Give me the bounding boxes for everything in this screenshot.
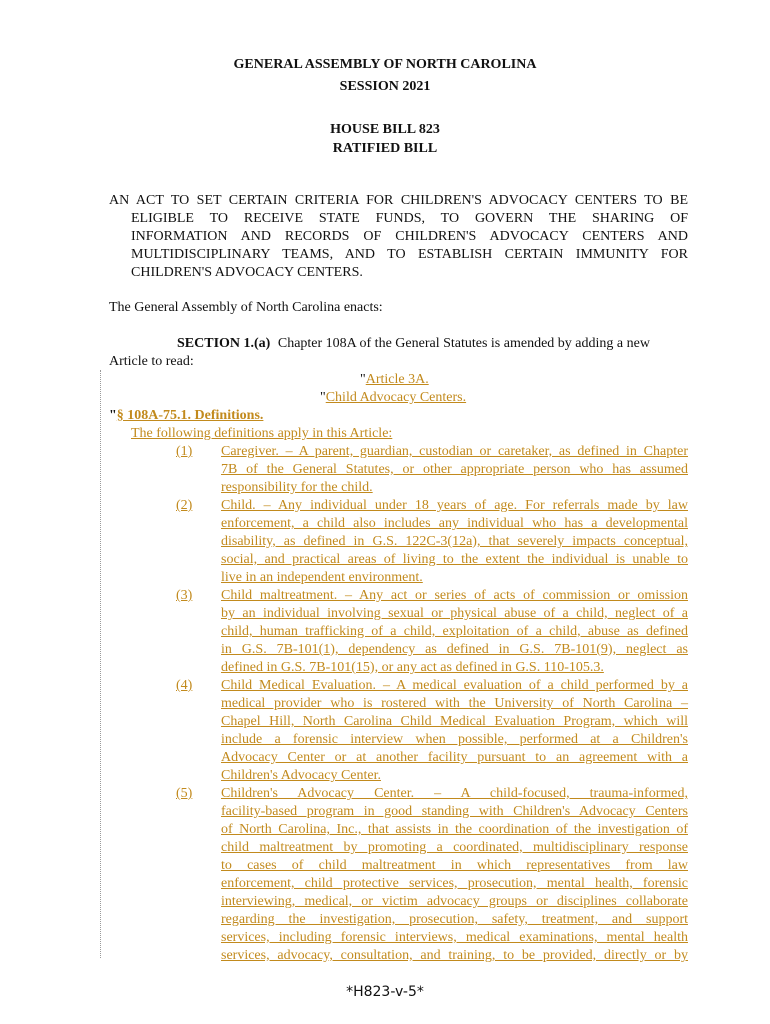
- definition-line: defined in G.S. 7B-101(15), or any act as defined in G.S. 110-105.3.: [221, 660, 604, 675]
- article-title: [320, 389, 466, 407]
- definition-line: regarding the investigation, prosecution, safety, treatment, and support: [221, 912, 688, 927]
- definition-line: in G.S. 7B-101(1), dependency as defined in G.S. 7B-101(9), neglect as: [221, 642, 688, 657]
- article-title-text: Child Advocacy Centers.: [325, 390, 467, 405]
- definition-line: responsibility for the child.: [221, 480, 373, 495]
- change-bar: [100, 370, 101, 958]
- act-title-line: CHILDREN'S ADVOCACY CENTERS.: [131, 265, 363, 280]
- section-text: Chapter 108A of the General Statutes is amended by adding a new: [277, 336, 650, 351]
- definition-line: Caregiver. – A parent, guardian, custodian or caretaker, as defined in Chapter: [221, 444, 688, 459]
- bill-number: HOUSE BILL 823: [330, 122, 440, 137]
- definition-child-medical-evaluation: [221, 677, 688, 785]
- definition-child: [221, 497, 688, 587]
- definition-line: by an individual involving sexual or physical abuse of a child, neglect of a: [221, 606, 688, 621]
- definition-line: facility-based program in good standing with Children's Advocacy Centers: [221, 804, 688, 819]
- definition-line: Child Medical Evaluation. – A medical evaluation of a child performed by a: [221, 678, 688, 693]
- statute-heading-text: § 108A-75.1. Definitions.: [116, 408, 264, 423]
- definition-number: (3): [176, 588, 193, 603]
- definition-line: enforcement, a child also includes any individual who has a developmental: [221, 516, 688, 531]
- definition-child-maltreatment: [221, 587, 688, 677]
- definition-line: Chapel Hill, North Carolina Child Medical Evaluation Program, which will: [221, 714, 688, 729]
- quote-mark: ": [320, 390, 326, 405]
- definition-number: (2): [176, 498, 193, 513]
- enacting-clause: The General Assembly of North Carolina enacts:: [109, 300, 383, 315]
- definition-line: services, advocacy, consultation, and training, to be provided, directly or by: [221, 948, 688, 963]
- statute-heading: [109, 407, 263, 425]
- act-title: [109, 192, 688, 282]
- section-label: [177, 335, 650, 353]
- definition-number: (5): [176, 786, 193, 801]
- definition-childrens-advocacy-center: [221, 785, 688, 965]
- definition-line: live in an independent environment.: [221, 570, 423, 585]
- definition-line: child, human trafficking of a child, exploitation of a child, abuse as defined: [221, 624, 688, 639]
- definition-line: 7B of the General Statutes, or other appropriate person who has assumed: [221, 462, 688, 477]
- session-heading: SESSION 2021: [339, 79, 431, 94]
- definition-line: Advocacy Center or at another facility pursuant to an agreement with a: [221, 750, 688, 765]
- definition-number: (4): [176, 678, 193, 693]
- bill-status: RATIFIED BILL: [332, 141, 438, 156]
- definition-line: Children's Advocacy Center.: [221, 768, 381, 783]
- page-footer-barcode-text: *H823-v-5*: [346, 984, 424, 1000]
- article-label: Article 3A.: [365, 372, 429, 387]
- definition-line: interviewing, medical, or victim advocacy groups or disciplines collaborate: [221, 894, 688, 909]
- definition-line: disability, as defined in G.S. 122C-3(12a), that severely impacts conceptual,: [221, 534, 688, 549]
- article-number: [360, 371, 429, 389]
- act-title-line: AN ACT TO SET CERTAIN CRITERIA FOR CHILDREN'S ADVOCACY CENTERS TO BE: [109, 193, 688, 208]
- definition-line: of North Carolina, Inc., that assists in the coordination of the investigation of: [221, 822, 688, 837]
- definition-line: include a forensic interview when possible, performed at a Children's: [221, 732, 688, 747]
- definition-line: Child maltreatment. – Any act or series of acts of commission or omission: [221, 588, 688, 603]
- section-text-cont: Article to read:: [109, 354, 194, 369]
- definition-line: social, and practical areas of living to the extent the individual is unable to: [221, 552, 688, 567]
- definition-line: services, including forensic interviews, medical examinations, mental health: [221, 930, 688, 945]
- quote-mark: ": [360, 372, 366, 387]
- act-title-line: ELIGIBLE TO RECEIVE STATE FUNDS, TO GOVERN THE SHARING OF: [131, 211, 688, 226]
- definition-line: enforcement, child protective services, prosecution, mental health, forensic: [221, 876, 688, 891]
- definition-line: child maltreatment by promoting a coordinated, multidisciplinary response: [221, 840, 688, 855]
- assembly-heading: GENERAL ASSEMBLY OF NORTH CAROLINA: [233, 57, 537, 72]
- definition-number: (1): [176, 444, 193, 459]
- definition-line: Children's Advocacy Center. – A child-focused, trauma-informed,: [221, 786, 688, 801]
- quote-mark: ": [109, 408, 117, 423]
- definition-line: medical provider who is rostered with the University of North Carolina –: [221, 696, 688, 711]
- definition-line: Child. – Any individual under 18 years of age. For referrals made by law: [221, 498, 688, 513]
- act-title-line: INFORMATION AND RECORDS OF CHILDREN'S ADVOCACY CENTERS AND: [131, 229, 688, 244]
- definition-caregiver: [221, 443, 688, 497]
- definitions-intro: The following definitions apply in this Article:: [131, 426, 393, 441]
- act-title-line: MULTIDISCIPLINARY TEAMS, AND TO ESTABLISH CERTAIN IMMUNITY FOR: [131, 247, 688, 262]
- section-number: SECTION 1.(a): [177, 336, 271, 351]
- definition-line: to cases of child maltreatment in which representatives from law: [221, 858, 688, 873]
